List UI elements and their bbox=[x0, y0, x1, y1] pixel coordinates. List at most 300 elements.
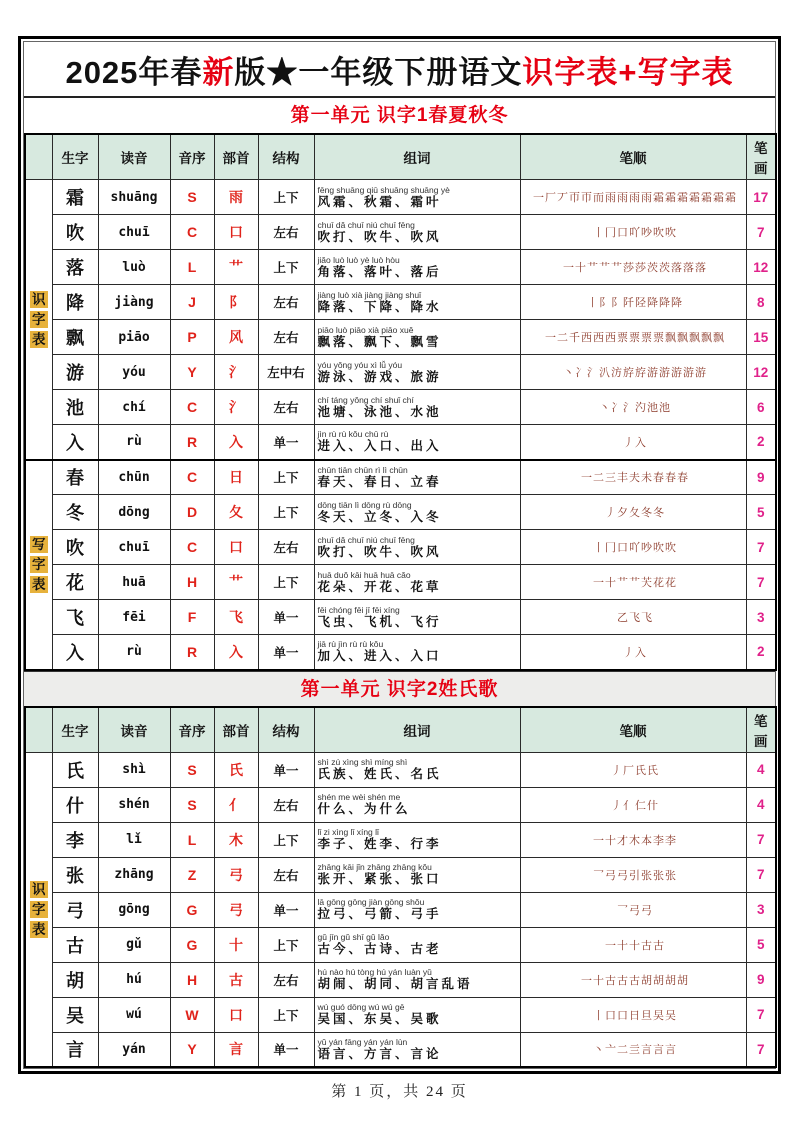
cell-character: 吹 bbox=[52, 215, 98, 250]
cell-stroke-count: 12 bbox=[746, 355, 776, 390]
cell-stroke-count: 4 bbox=[746, 752, 776, 787]
cell-initial: H bbox=[170, 565, 214, 600]
column-header: 笔顺 bbox=[520, 707, 746, 753]
cell-radical: 口 bbox=[214, 215, 258, 250]
cell-radical: 雨 bbox=[214, 180, 258, 215]
title-part-black-2: 版★一年级下册语文 bbox=[234, 54, 523, 90]
cell-initial: L bbox=[170, 822, 214, 857]
cell-stroke-count: 15 bbox=[746, 320, 776, 355]
cell-structure: 单一 bbox=[258, 635, 314, 670]
words-pinyin: lā gōng gōng jiàn gōng shǒu bbox=[317, 897, 425, 907]
cell-radical: 木 bbox=[214, 822, 258, 857]
cell-structure: 左右 bbox=[258, 962, 314, 997]
cell-pinyin: jiàng bbox=[98, 285, 170, 320]
cell-character: 氏 bbox=[52, 752, 98, 787]
words-pinyin: chuī dǎ chuī niú chuī fēng bbox=[317, 534, 415, 545]
cell-structure: 上下 bbox=[258, 997, 314, 1032]
cell-initial: R bbox=[170, 635, 214, 670]
cell-words bbox=[314, 635, 520, 670]
cell-stroke-count: 2 bbox=[746, 425, 776, 460]
words-pinyin: chí táng yǒng chí shuǐ chí bbox=[317, 394, 414, 405]
cell-character: 飘 bbox=[52, 320, 98, 355]
cell-pinyin: gǔ bbox=[98, 927, 170, 962]
table-row bbox=[25, 530, 776, 565]
cell-stroke-count: 5 bbox=[746, 927, 776, 962]
cell-words bbox=[314, 320, 520, 355]
cell-stroke-count: 7 bbox=[746, 565, 776, 600]
cell-initial: S bbox=[170, 752, 214, 787]
column-header: 结构 bbox=[258, 707, 314, 753]
cell-pinyin: zhāng bbox=[98, 857, 170, 892]
group-label-char: 字 bbox=[30, 556, 48, 573]
page-title bbox=[24, 42, 775, 98]
words-pinyin: gǔ jīn gǔ shī gǔ lǎo bbox=[317, 932, 390, 942]
cell-words bbox=[314, 180, 520, 215]
words-text: 加入、进入、入口 bbox=[317, 649, 442, 664]
cell-radical: 艹 bbox=[214, 565, 258, 600]
cell-character: 张 bbox=[52, 857, 98, 892]
cell-initial: L bbox=[170, 250, 214, 285]
table-row bbox=[25, 927, 776, 962]
cell-stroke-order: 一二三丰夫未春春春 bbox=[520, 460, 746, 495]
cell-stroke-count: 9 bbox=[746, 460, 776, 495]
cell-pinyin: rù bbox=[98, 425, 170, 460]
words-text: 张开、紧张、张口 bbox=[317, 872, 442, 886]
cell-stroke-order: 丿夕夂冬冬 bbox=[520, 495, 746, 530]
cell-radical: 口 bbox=[214, 530, 258, 565]
cell-stroke-order: 丨冂口吖吵吹吹 bbox=[520, 530, 746, 565]
vocab-table bbox=[24, 706, 777, 1069]
cell-stroke-count: 9 bbox=[746, 962, 776, 997]
cell-pinyin: hú bbox=[98, 962, 170, 997]
words-text: 吴国、东吴、吴歌 bbox=[317, 1012, 442, 1026]
cell-stroke-order: 丿入 bbox=[520, 425, 746, 460]
cell-stroke-order: 一十艹艹艹莎莎茨茨落落落 bbox=[520, 250, 746, 285]
words-pinyin: jìn rù rù kǒu chū rù bbox=[317, 429, 389, 440]
cell-initial: H bbox=[170, 962, 214, 997]
column-header: 音序 bbox=[170, 707, 214, 753]
cell-character: 花 bbox=[52, 565, 98, 600]
words-pinyin: yóu yǒng yóu xì lǚ yóu bbox=[317, 359, 403, 370]
cell-stroke-order: 丨冂口吖吵吹吹 bbox=[520, 215, 746, 250]
table-row bbox=[25, 355, 776, 390]
cell-stroke-count: 6 bbox=[746, 390, 776, 425]
column-header: 读音 bbox=[98, 134, 170, 180]
cell-pinyin: chuī bbox=[98, 215, 170, 250]
cell-stroke-order: 一十艹艹芖花花 bbox=[520, 565, 746, 600]
group-label bbox=[25, 460, 52, 670]
words-pinyin: jiā rù jìn rù rù kǒu bbox=[317, 639, 384, 650]
column-header: 结构 bbox=[258, 134, 314, 180]
cell-structure: 左右 bbox=[258, 857, 314, 892]
cell-stroke-count: 7 bbox=[746, 997, 776, 1032]
words-pinyin: fēng shuāng qiū shuāng shuāng yè bbox=[317, 184, 450, 195]
words-pinyin: hú nào hú tòng hú yán luàn yǔ bbox=[317, 967, 432, 977]
table-row bbox=[25, 565, 776, 600]
table-header-row bbox=[25, 707, 776, 753]
cell-structure: 上下 bbox=[258, 250, 314, 285]
cell-structure: 单一 bbox=[258, 892, 314, 927]
section-header: 第一单元 识字1春夏秋冬 bbox=[24, 98, 775, 133]
column-header: 组词 bbox=[314, 134, 520, 180]
unit-section bbox=[24, 98, 775, 671]
cell-pinyin: lǐ bbox=[98, 822, 170, 857]
cell-radical: 入 bbox=[214, 425, 258, 460]
cell-radical: 氏 bbox=[214, 752, 258, 787]
cell-pinyin: shì bbox=[98, 752, 170, 787]
cell-stroke-count: 12 bbox=[746, 250, 776, 285]
cell-initial: Y bbox=[170, 1032, 214, 1067]
cell-stroke-count: 7 bbox=[746, 857, 776, 892]
section-header: 第一单元 识字2姓氏歌 bbox=[24, 671, 775, 706]
group-label-char: 字 bbox=[30, 311, 48, 328]
words-pinyin: fēi chóng fēi jī fēi xíng bbox=[317, 604, 400, 615]
cell-initial: G bbox=[170, 927, 214, 962]
cell-stroke-count: 3 bbox=[746, 600, 776, 635]
cell-stroke-order: 乙飞飞 bbox=[520, 600, 746, 635]
cell-words bbox=[314, 565, 520, 600]
group-label-char: 写 bbox=[30, 536, 48, 553]
cell-initial: W bbox=[170, 997, 214, 1032]
cell-character: 入 bbox=[52, 425, 98, 460]
cell-pinyin: fēi bbox=[98, 600, 170, 635]
words-text: 游泳、游戏、旅游 bbox=[317, 369, 442, 384]
cell-radical: 风 bbox=[214, 320, 258, 355]
title-part-black-1: 2025年春 bbox=[65, 54, 203, 90]
table-row bbox=[25, 635, 776, 670]
cell-words bbox=[314, 822, 520, 857]
words-pinyin: yǔ yán fāng yán yán lùn bbox=[317, 1036, 408, 1047]
document-inner bbox=[23, 41, 776, 1069]
cell-stroke-count: 8 bbox=[746, 285, 776, 320]
group-label-char: 表 bbox=[30, 921, 48, 938]
cell-structure: 左右 bbox=[258, 530, 314, 565]
column-header: 组词 bbox=[314, 707, 520, 753]
cell-words bbox=[314, 285, 520, 320]
words-text: 池塘、泳池、水池 bbox=[317, 404, 442, 419]
words-text: 语言、方言、言论 bbox=[317, 1046, 442, 1061]
cell-character: 入 bbox=[52, 635, 98, 670]
cell-words bbox=[314, 1032, 520, 1067]
group-label-char: 识 bbox=[30, 291, 48, 308]
cell-words bbox=[314, 600, 520, 635]
column-header: 读音 bbox=[98, 707, 170, 753]
cell-radical: 氵 bbox=[214, 390, 258, 425]
words-text: 胡闹、胡同、胡言乱语 bbox=[317, 977, 473, 991]
group-label-char: 字 bbox=[30, 901, 48, 918]
cell-radical: 艹 bbox=[214, 250, 258, 285]
words-text: 角落、落叶、落后 bbox=[317, 264, 442, 279]
cell-initial: S bbox=[170, 787, 214, 822]
column-header: 生字 bbox=[52, 707, 98, 753]
cell-stroke-order: 丨口口日旦旲吴 bbox=[520, 997, 746, 1032]
words-text: 冬天、立冬、入冬 bbox=[317, 509, 442, 524]
column-header: 音序 bbox=[170, 134, 214, 180]
words-text: 吹打、吹牛、吹风 bbox=[317, 544, 442, 559]
cell-radical: 亻 bbox=[214, 787, 258, 822]
words-pinyin: jiàng luò xià jiàng jiàng shuǐ bbox=[317, 289, 421, 300]
words-pinyin: wú guó dōng wú wú gē bbox=[317, 1002, 405, 1012]
cell-structure: 左右 bbox=[258, 215, 314, 250]
cell-structure: 左右 bbox=[258, 390, 314, 425]
cell-radical: 言 bbox=[214, 1032, 258, 1067]
cell-stroke-count: 17 bbox=[746, 180, 776, 215]
table-row bbox=[25, 822, 776, 857]
words-pinyin: lǐ zi xìng lǐ xíng lǐ bbox=[317, 827, 379, 837]
table-row bbox=[25, 1032, 776, 1067]
cell-initial: G bbox=[170, 892, 214, 927]
cell-radical: 氵 bbox=[214, 355, 258, 390]
cell-words bbox=[314, 215, 520, 250]
cell-pinyin: piāo bbox=[98, 320, 170, 355]
table-row bbox=[25, 857, 776, 892]
cell-character: 冬 bbox=[52, 495, 98, 530]
page-footer: 第 1 页，共 24 页 bbox=[331, 1084, 468, 1100]
cell-stroke-order: 一十古古古胡胡胡胡 bbox=[520, 962, 746, 997]
cell-character: 吹 bbox=[52, 530, 98, 565]
cell-radical: 入 bbox=[214, 635, 258, 670]
table-row bbox=[25, 180, 776, 215]
words-text: 什么、为什么 bbox=[317, 802, 411, 816]
group-label-char: 表 bbox=[30, 331, 48, 348]
column-header: 部首 bbox=[214, 134, 258, 180]
cell-stroke-order: 丿入 bbox=[520, 635, 746, 670]
cell-initial: C bbox=[170, 530, 214, 565]
cell-radical: 夂 bbox=[214, 495, 258, 530]
cell-initial: R bbox=[170, 425, 214, 460]
cell-radical: 口 bbox=[214, 997, 258, 1032]
cell-character: 言 bbox=[52, 1032, 98, 1067]
table-corner-cell bbox=[25, 707, 52, 753]
cell-character: 古 bbox=[52, 927, 98, 962]
table-corner-cell bbox=[25, 134, 52, 180]
cell-pinyin: yóu bbox=[98, 355, 170, 390]
cell-stroke-count: 7 bbox=[746, 1032, 776, 1067]
words-text: 吹打、吹牛、吹风 bbox=[317, 229, 442, 244]
words-pinyin: huā duǒ kāi huā huā cǎo bbox=[317, 569, 411, 580]
cell-structure: 左中右 bbox=[258, 355, 314, 390]
cell-words bbox=[314, 495, 520, 530]
cell-structure: 上下 bbox=[258, 927, 314, 962]
words-pinyin: shén me wèi shén me bbox=[317, 792, 401, 802]
cell-initial: F bbox=[170, 600, 214, 635]
cell-words bbox=[314, 530, 520, 565]
cell-character: 春 bbox=[52, 460, 98, 495]
cell-words bbox=[314, 927, 520, 962]
cell-structure: 上下 bbox=[258, 460, 314, 495]
cell-structure: 上下 bbox=[258, 822, 314, 857]
cell-structure: 单一 bbox=[258, 1032, 314, 1067]
cell-structure: 左右 bbox=[258, 787, 314, 822]
cell-stroke-order: 丶冫氵汋池池 bbox=[520, 390, 746, 425]
cell-stroke-count: 2 bbox=[746, 635, 776, 670]
cell-stroke-count: 4 bbox=[746, 787, 776, 822]
unit-section bbox=[24, 671, 775, 1069]
cell-stroke-count: 3 bbox=[746, 892, 776, 927]
table-row bbox=[25, 600, 776, 635]
words-text: 氏族、姓氏、名氏 bbox=[317, 767, 442, 781]
cell-radical: 古 bbox=[214, 962, 258, 997]
cell-stroke-order: 丶冫氵汃汸斿斿游游游游游 bbox=[520, 355, 746, 390]
cell-words bbox=[314, 460, 520, 495]
cell-stroke-count: 7 bbox=[746, 822, 776, 857]
cell-words bbox=[314, 355, 520, 390]
words-text: 进入、入口、出入 bbox=[317, 439, 442, 454]
cell-structure: 单一 bbox=[258, 425, 314, 460]
cell-words bbox=[314, 390, 520, 425]
cell-stroke-order: 丨阝阝阡陉降降降 bbox=[520, 285, 746, 320]
cell-pinyin: gōng bbox=[98, 892, 170, 927]
cell-stroke-count: 5 bbox=[746, 495, 776, 530]
group-label-char: 表 bbox=[30, 576, 48, 593]
cell-pinyin: luò bbox=[98, 250, 170, 285]
words-text: 李子、姓李、行李 bbox=[317, 837, 442, 851]
cell-initial: Z bbox=[170, 857, 214, 892]
cell-initial: Y bbox=[170, 355, 214, 390]
cell-stroke-order: 丿亻仁什 bbox=[520, 787, 746, 822]
cell-stroke-count: 7 bbox=[746, 530, 776, 565]
table-row bbox=[25, 390, 776, 425]
cell-initial: D bbox=[170, 495, 214, 530]
cell-character: 霜 bbox=[52, 180, 98, 215]
cell-pinyin: wú bbox=[98, 997, 170, 1032]
cell-stroke-order: 一十才木本李李 bbox=[520, 822, 746, 857]
column-header: 笔顺 bbox=[520, 134, 746, 180]
cell-radical: 弓 bbox=[214, 857, 258, 892]
cell-pinyin: chí bbox=[98, 390, 170, 425]
words-text: 飘落、飘下、飘雪 bbox=[317, 334, 442, 349]
words-text: 风霜、秋霜、霜叶 bbox=[317, 194, 442, 209]
cell-character: 李 bbox=[52, 822, 98, 857]
cell-structure: 单一 bbox=[258, 752, 314, 787]
words-text: 古今、古诗、古老 bbox=[317, 942, 442, 956]
group-label-char: 识 bbox=[30, 881, 48, 898]
cell-character: 降 bbox=[52, 285, 98, 320]
words-text: 春天、春日、立春 bbox=[317, 474, 442, 489]
cell-structure: 上下 bbox=[258, 495, 314, 530]
table-row bbox=[25, 495, 776, 530]
cell-stroke-order: 丶亠二亖言言言 bbox=[520, 1032, 746, 1067]
cell-character: 游 bbox=[52, 355, 98, 390]
cell-words bbox=[314, 787, 520, 822]
cell-character: 胡 bbox=[52, 962, 98, 997]
words-pinyin: shì zú xìng shì míng shì bbox=[317, 757, 408, 767]
cell-words bbox=[314, 892, 520, 927]
cell-words bbox=[314, 250, 520, 285]
cell-pinyin: chuī bbox=[98, 530, 170, 565]
table-row bbox=[25, 320, 776, 355]
cell-structure: 左右 bbox=[258, 320, 314, 355]
table-row bbox=[25, 460, 776, 495]
cell-initial: C bbox=[170, 460, 214, 495]
column-header: 部首 bbox=[214, 707, 258, 753]
cell-radical: 日 bbox=[214, 460, 258, 495]
cell-stroke-order: 一十十古古 bbox=[520, 927, 746, 962]
words-pinyin: chuī dǎ chuī niú chuī fēng bbox=[317, 219, 415, 230]
table-row bbox=[25, 752, 776, 787]
column-header: 生字 bbox=[52, 134, 98, 180]
cell-character: 吴 bbox=[52, 997, 98, 1032]
table-header-row bbox=[25, 134, 776, 180]
cell-pinyin: shuāng bbox=[98, 180, 170, 215]
words-text: 飞虫、飞机、飞行 bbox=[317, 614, 442, 629]
cell-pinyin: huā bbox=[98, 565, 170, 600]
words-text: 拉弓、弓箭、弓手 bbox=[317, 907, 442, 921]
group-label bbox=[25, 752, 52, 1067]
cell-structure: 左右 bbox=[258, 285, 314, 320]
cell-radical: 弓 bbox=[214, 892, 258, 927]
cell-words bbox=[314, 752, 520, 787]
cell-character: 飞 bbox=[52, 600, 98, 635]
words-pinyin: piāo luò piāo xià piāo xuě bbox=[317, 324, 414, 335]
table-row bbox=[25, 250, 776, 285]
cell-initial: S bbox=[170, 180, 214, 215]
cell-stroke-order: 一厂丆帀帀而雨雨雨雨霜霜霜霜霜霜霜 bbox=[520, 180, 746, 215]
cell-character: 池 bbox=[52, 390, 98, 425]
words-pinyin: zhāng kāi jǐn zhāng zhāng kǒu bbox=[317, 862, 432, 872]
column-header: 笔画 bbox=[746, 134, 776, 180]
cell-words bbox=[314, 997, 520, 1032]
cell-structure: 上下 bbox=[258, 565, 314, 600]
words-pinyin: jiǎo luò luò yè luò hòu bbox=[317, 254, 400, 265]
table-row bbox=[25, 997, 776, 1032]
cell-pinyin: rù bbox=[98, 635, 170, 670]
cell-stroke-order: 乛弓弓引张张张 bbox=[520, 857, 746, 892]
cell-stroke-count: 7 bbox=[746, 215, 776, 250]
title-part-red-tables: 识字表+写字表 bbox=[522, 54, 734, 90]
cell-structure: 上下 bbox=[258, 180, 314, 215]
table-row bbox=[25, 962, 776, 997]
cell-pinyin: chūn bbox=[98, 460, 170, 495]
sections-container bbox=[24, 98, 775, 1068]
cell-pinyin: shén bbox=[98, 787, 170, 822]
cell-stroke-order: 丿厂氏氏 bbox=[520, 752, 746, 787]
table-row bbox=[25, 787, 776, 822]
cell-structure: 单一 bbox=[258, 600, 314, 635]
cell-character: 什 bbox=[52, 787, 98, 822]
words-text: 花朵、开花、花草 bbox=[317, 579, 442, 594]
cell-initial: J bbox=[170, 285, 214, 320]
cell-character: 弓 bbox=[52, 892, 98, 927]
cell-radical: 阝 bbox=[214, 285, 258, 320]
cell-character: 落 bbox=[52, 250, 98, 285]
cell-words bbox=[314, 425, 520, 460]
vocab-table bbox=[24, 133, 777, 671]
words-pinyin: chūn tiān chūn rì lì chūn bbox=[317, 464, 408, 475]
cell-initial: C bbox=[170, 215, 214, 250]
cell-initial: P bbox=[170, 320, 214, 355]
cell-stroke-order: 一二千西西西票票票票飘飘飘飘飘 bbox=[520, 320, 746, 355]
table-row bbox=[25, 892, 776, 927]
table-row bbox=[25, 425, 776, 460]
cell-pinyin: yán bbox=[98, 1032, 170, 1067]
words-text: 降落、下降、降水 bbox=[317, 299, 442, 314]
cell-words bbox=[314, 857, 520, 892]
cell-radical: 十 bbox=[214, 927, 258, 962]
document-frame bbox=[18, 36, 781, 1074]
table-row bbox=[25, 285, 776, 320]
column-header: 笔画 bbox=[746, 707, 776, 753]
words-pinyin: dōng tiān lì dōng rù dōng bbox=[317, 499, 412, 510]
group-label bbox=[25, 180, 52, 460]
cell-pinyin: dōng bbox=[98, 495, 170, 530]
cell-initial: C bbox=[170, 390, 214, 425]
cell-words bbox=[314, 962, 520, 997]
cell-radical: 飞 bbox=[214, 600, 258, 635]
cell-stroke-order: 乛弓弓 bbox=[520, 892, 746, 927]
title-part-red-new: 新 bbox=[202, 54, 235, 90]
table-row bbox=[25, 215, 776, 250]
